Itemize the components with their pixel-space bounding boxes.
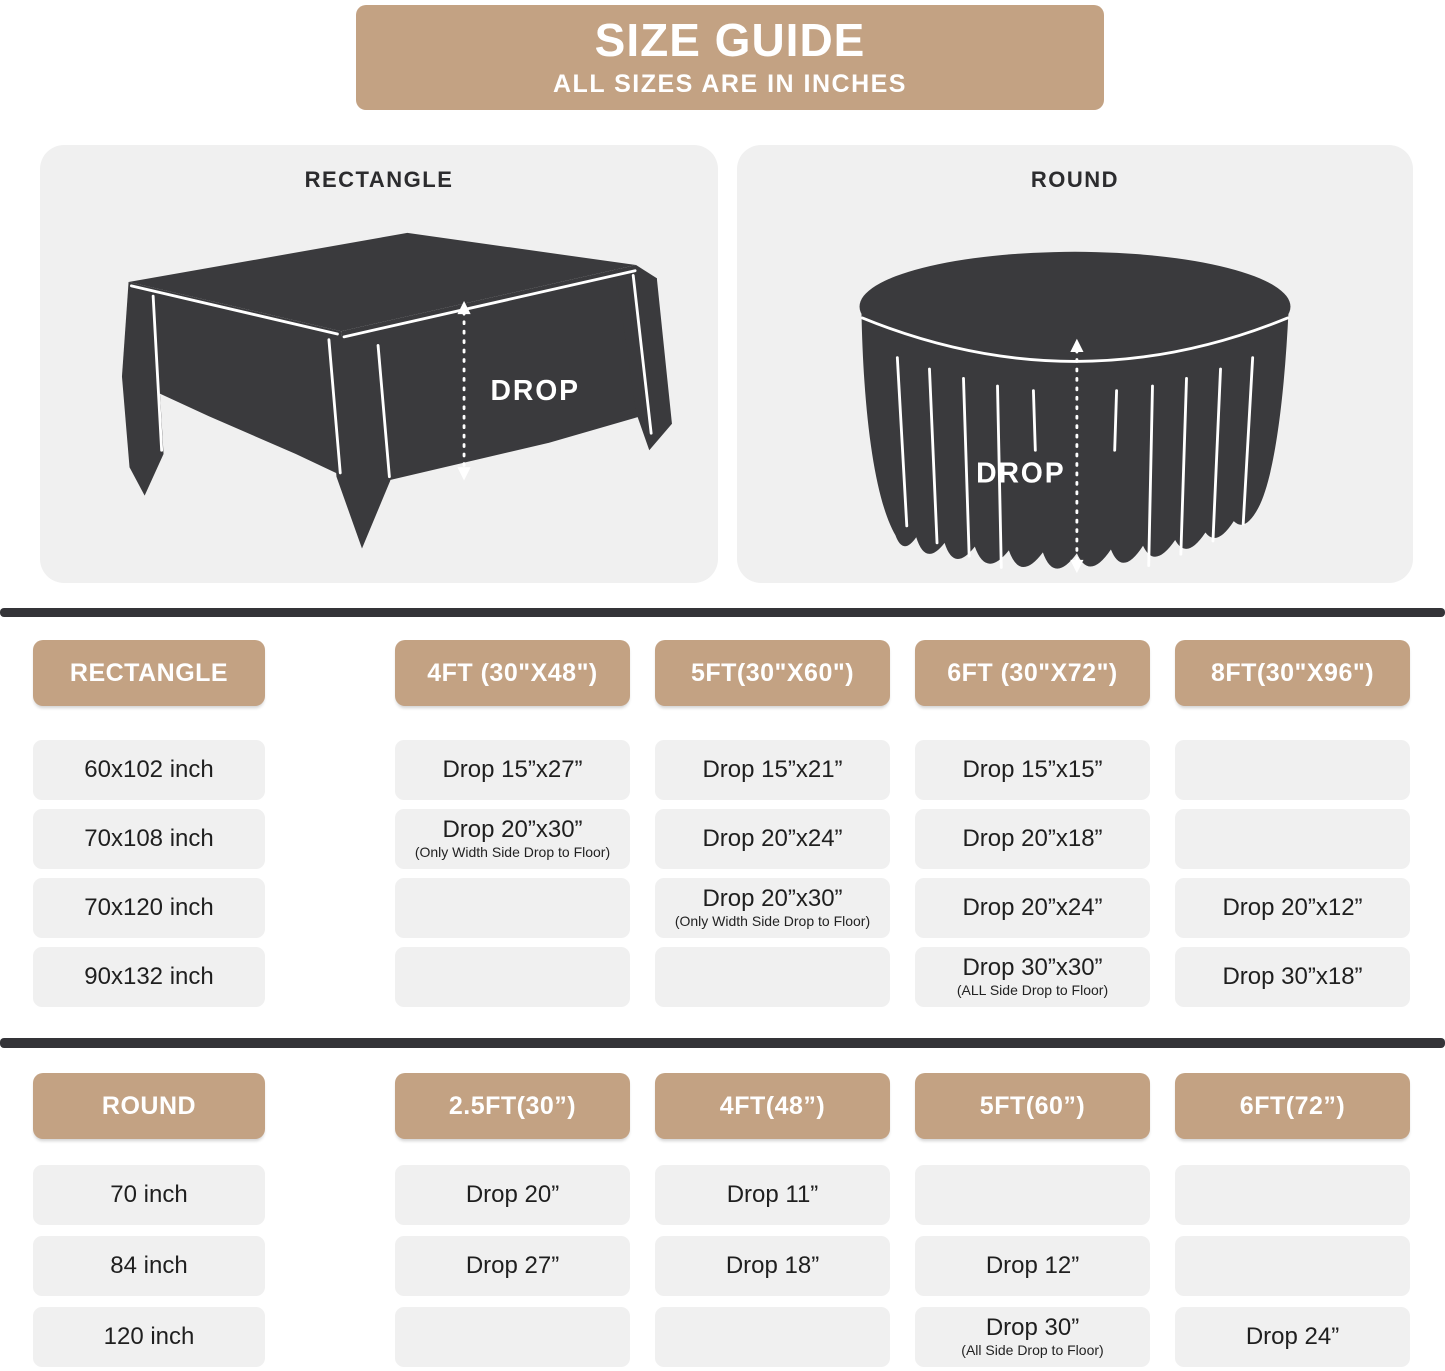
row-label-70x120: 70x120 inch xyxy=(33,878,265,938)
rect-header-4ft: 4FT (30"X48") xyxy=(395,640,630,706)
round-diagram-panel xyxy=(737,145,1413,583)
cell-120in-4ft xyxy=(655,1307,890,1367)
round-size-table-body xyxy=(33,1165,1410,1367)
rectangle-tablecloth-illustration xyxy=(40,197,718,575)
round-header-4ft: 4FT(48”) xyxy=(655,1073,890,1139)
cell-90x132-5ft xyxy=(655,947,890,1007)
cell-70x108-8ft xyxy=(1175,809,1410,869)
cell-70x120-5ft: Drop 20”x30” (Only Width Side Drop to Floor) xyxy=(655,878,890,938)
cell-70in-2-5ft: Drop 20” xyxy=(395,1165,630,1225)
rect-header-rectangle: RECTANGLE xyxy=(33,640,265,706)
round-panel-title: ROUND xyxy=(1030,167,1120,192)
cell-84in-2-5ft: Drop 27” xyxy=(395,1236,630,1296)
rectangle-size-table-header xyxy=(33,640,1410,706)
round-header-round: ROUND xyxy=(33,1073,265,1139)
rect-header-5ft: 5FT(30"X60") xyxy=(655,640,890,706)
cell-60x102-5ft: Drop 15”x21” xyxy=(655,740,890,800)
drop-label: DROP xyxy=(976,457,1066,490)
cell-90x132-4ft xyxy=(395,947,630,1007)
cell-60x102-6ft: Drop 15”x15” xyxy=(915,740,1150,800)
cell-70x120-6ft: Drop 20”x24” xyxy=(915,878,1150,938)
row-label-70in: 70 inch xyxy=(33,1165,265,1225)
section-divider-top xyxy=(0,608,1445,617)
cell-84in-4ft: Drop 18” xyxy=(655,1236,890,1296)
cell-84in-6ft xyxy=(1175,1236,1410,1296)
round-header-5ft: 5FT(60”) xyxy=(915,1073,1150,1139)
rectangle-diagram-panel xyxy=(40,145,718,583)
drop-label: DROP xyxy=(490,375,580,408)
cell-70in-5ft xyxy=(915,1165,1150,1225)
cell-70x120-4ft xyxy=(395,878,630,938)
cell-70in-6ft xyxy=(1175,1165,1410,1225)
row-label-84in: 84 inch xyxy=(33,1236,265,1296)
row-label-70x108: 70x108 inch xyxy=(33,809,265,869)
row-label-60x102: 60x102 inch xyxy=(33,740,265,800)
cell-70in-4ft: Drop 11” xyxy=(655,1165,890,1225)
cell-60x102-8ft xyxy=(1175,740,1410,800)
cell-120in-5ft: Drop 30” (All Side Drop to Floor) xyxy=(915,1307,1150,1367)
row-label-120in: 120 inch xyxy=(33,1307,265,1367)
round-header-6ft: 6FT(72”) xyxy=(1175,1073,1410,1139)
round-size-table-header xyxy=(33,1073,1410,1139)
cell-70x108-4ft: Drop 20”x30” (Only Width Side Drop to Floor) xyxy=(395,809,630,869)
cell-60x102-4ft: Drop 15”x27” xyxy=(395,740,630,800)
section-divider-bottom xyxy=(0,1038,1445,1048)
cell-70x120-8ft: Drop 20”x12” xyxy=(1175,878,1410,938)
round-tablecloth-illustration xyxy=(737,197,1413,575)
cell-120in-2-5ft xyxy=(395,1307,630,1367)
round-header-2-5ft: 2.5FT(30”) xyxy=(395,1073,630,1139)
rect-header-6ft: 6FT (30"X72") xyxy=(915,640,1150,706)
cell-90x132-8ft: Drop 30”x18” xyxy=(1175,947,1410,1007)
size-guide-banner xyxy=(356,5,1104,110)
row-label-90x132: 90x132 inch xyxy=(33,947,265,1007)
cell-70x108-5ft: Drop 20”x24” xyxy=(655,809,890,869)
cell-120in-6ft: Drop 24” xyxy=(1175,1307,1410,1367)
rectangle-panel-title: RECTANGLE xyxy=(304,167,454,192)
rectangle-size-table-body xyxy=(33,740,1410,1007)
cell-90x132-6ft: Drop 30”x30” (ALL Side Drop to Floor) xyxy=(915,947,1150,1007)
cell-70x108-6ft: Drop 20”x18” xyxy=(915,809,1150,869)
size-guide-subtitle: ALL SIZES ARE IN INCHES xyxy=(553,69,907,98)
rect-header-8ft: 8FT(30"X96") xyxy=(1175,640,1410,706)
cell-84in-5ft: Drop 12” xyxy=(915,1236,1150,1296)
size-guide-title: SIZE GUIDE xyxy=(594,14,866,67)
